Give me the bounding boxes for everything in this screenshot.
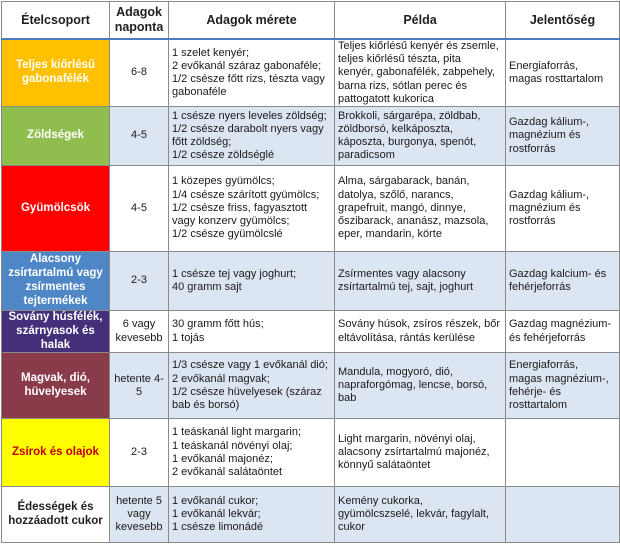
serving-size-line: 1/2 csésze zöldséglé [172,149,275,162]
serving-size-line: 1 tojás [172,331,205,344]
meaning-line: és fehérjeforrás [509,331,586,344]
example-line: Kemény cukorka, [338,495,423,508]
serving-size-line: 1/2 csésze gyümölcslé [172,228,283,241]
table-row [2,353,620,419]
example-cell [335,419,506,487]
serving-size-line: 1 teáskanál növényi olaj; [172,439,293,452]
example-line: alacsony zsírtartalmú majonéz, [338,446,490,459]
table-row [2,419,620,487]
food-group-cell: Édességek és hozzáadott cukor [2,487,110,543]
meaning-line: rostforrás [509,215,556,228]
example-line: bab [338,392,357,405]
serving-size-line: 1/2 csésze friss, fagyasztott vagy konzerv gyümölcs; [172,201,308,228]
serving-size-line: 40 gramm sajt [172,280,242,293]
serving-size-line: 30 gramm főtt hús; [172,318,264,331]
meaning-cell [506,106,620,165]
example-line: paradicsom [338,149,395,162]
table-row [2,251,620,310]
serving-size-cell [169,310,335,352]
meaning-line: fehérje- és [509,385,561,398]
serving-size-line: 1 csésze tej vagy joghurt; [172,267,297,280]
example-cell [335,165,506,251]
meaning-line: magnézium és [509,201,581,214]
serving-size-line: 1 csésze nyers leveles zöldség; [172,109,327,122]
food-group-cell: Sovány húsfélék, szárnyasok és halak [2,310,110,352]
servings-cell: hetente 4-5 [110,353,169,419]
example-line: könnyű salátaöntet [338,459,431,472]
food-group-cell: Zsírok és olajok [2,419,110,487]
serving-size-cell [169,165,335,251]
serving-size-line: 1 szelet kenyér; [172,46,250,59]
example-line: káposzta, burgonya, spenót, [338,135,477,148]
serving-size-line: 1 csésze limonádé [172,521,264,534]
example-line: Sovány húsok, zsíros részek, bőr [338,318,501,331]
example-line: teljes kiőrlésű tészta, pita [338,53,461,66]
example-line: zöldborsó, kelkáposzta, [338,122,453,135]
header-example: Példa [335,2,506,40]
meaning-line: Energiaforrás, [509,59,579,72]
header-row [2,2,620,40]
meaning-cell [506,419,620,487]
meaning-cell [506,39,620,106]
serving-size-line: 1/4 csésze szárított gyümölcs; [172,188,320,201]
food-group-cell: Zöldségek [2,106,110,165]
meaning-cell [506,310,620,352]
example-line: eper, mandarin, körte [338,228,442,241]
example-line: cukor [338,521,365,534]
meaning-cell [506,353,620,419]
example-line: Teljes kiőrlésű kenyér és zsemle, [338,40,499,52]
meaning-cell [506,251,620,310]
food-group-cell: Teljes kiőrlésű gabonafélék [2,39,110,106]
serving-size-line: 1/2 csésze darabolt nyers vagy főtt zöldség; [172,122,324,148]
table-row [2,310,620,352]
example-line: gyümölcszselé, lekvár, fagylalt, [338,508,490,521]
header-size: Adagok mérete [169,2,335,40]
serving-size-cell [169,251,335,310]
meaning-line: rosttartalom [509,399,568,412]
example-cell [335,39,506,106]
table-row [2,106,620,165]
serving-size-cell [169,487,335,543]
food-group-cell: Alacsony zsírtartalmú vagy zsírmentes tejtermékek [2,251,110,310]
meaning-line: Gazdag kálium-, [509,188,590,201]
meaning-line: Gazdag magnézium- [509,318,612,331]
example-line: kenyér, gabonafélék, zabpehely, [338,66,495,79]
servings-cell: 6-8 [110,39,169,106]
example-line: napraforgómag, lencse, borsó, [338,379,488,392]
table-row [2,165,620,251]
meaning-line: Gazdag kalcium- és [509,267,607,280]
header-servings-line1: Adagok [116,5,162,19]
meaning-line: fehérjeforrás [509,280,571,293]
example-line: eltávolítása, rántás kerülése [338,331,475,344]
example-line: Brokkoli, sárgarépa, zöldbab, [338,109,481,122]
serving-size-line: 1 közepes gyümölcs; [172,175,275,188]
food-group-cell: Magvak, dió, hüvelyesek [2,353,110,419]
serving-size-line: 1 teáskanál light margarin; [172,426,302,439]
meaning-line: magas rosttartalom [509,72,604,85]
food-group-cell: Gyümölcsök [2,165,110,251]
meaning-line: magnézium és [509,129,581,142]
serving-size-cell [169,39,335,106]
header-group: Ételcsoport [2,2,110,40]
example-cell [335,106,506,165]
example-cell [335,251,506,310]
example-line: datolya, szőlő, narancs, [338,188,454,201]
meaning-cell [506,487,620,543]
serving-size-cell [169,353,335,419]
meaning-line: Gazdag kálium-, [509,116,590,129]
servings-cell: 6 vagy kevesebb [110,310,169,352]
example-line: Light margarin, növényi olaj, [338,433,476,446]
example-line: őszibarack, ananász, mazsola, [338,215,489,228]
header-meaning: Jelentőség [506,2,620,40]
serving-size-line: 1/3 csésze vagy 1 evőkanál dió; [172,359,328,372]
serving-size-line: 2 evőkanál salátaöntet [172,466,283,479]
header-servings [110,2,169,40]
servings-cell: 2-3 [110,251,169,310]
meaning-line: magas magnézium-, [509,372,609,385]
serving-size-line: 2 evőkanál száraz gabonaféle; [172,59,322,72]
example-line: Mandula, mogyoró, dió, [338,366,453,379]
table-row [2,39,620,106]
servings-cell: 4-5 [110,106,169,165]
serving-size-line: 1/2 csésze főtt rizs, tészta vagy gabonaféle [172,72,325,99]
table-row [2,487,620,543]
meaning-line: Energiaforrás, [509,359,579,372]
example-cell [335,487,506,543]
meaning-cell [506,165,620,251]
header-servings-line2: naponta [114,20,164,34]
example-line: pattogatott kukorica [338,92,435,105]
servings-cell: 4-5 [110,165,169,251]
example-line: barna rizs, sótlan perec és [338,79,468,92]
serving-size-line: 1/2 csésze hüvelyesek (száraz bab és borsó) [172,385,322,412]
example-line: Zsírmentes vagy alacsony [338,267,466,280]
example-line: Alma, sárgabarack, banán, [338,175,470,188]
example-cell [335,353,506,419]
servings-cell: hetente 5 vagy kevesebb [110,487,169,543]
serving-size-line: 1 evőkanál majonéz; [172,452,273,465]
serving-size-line: 1 evőkanál cukor; [172,495,259,508]
serving-size-cell [169,419,335,487]
meaning-line: rostforrás [509,142,556,155]
serving-size-line: 1 evőkanál lekvár; [172,508,261,521]
servings-cell: 2-3 [110,419,169,487]
serving-size-line: 2 evőkanál magvak; [172,372,270,385]
example-line: zsírtartalmú tej, sajt, joghurt [338,280,474,293]
food-group-table [1,1,620,543]
example-cell [335,310,506,352]
serving-size-cell [169,106,335,165]
example-line: grapefruit, mangó, dinnye, [338,201,466,214]
